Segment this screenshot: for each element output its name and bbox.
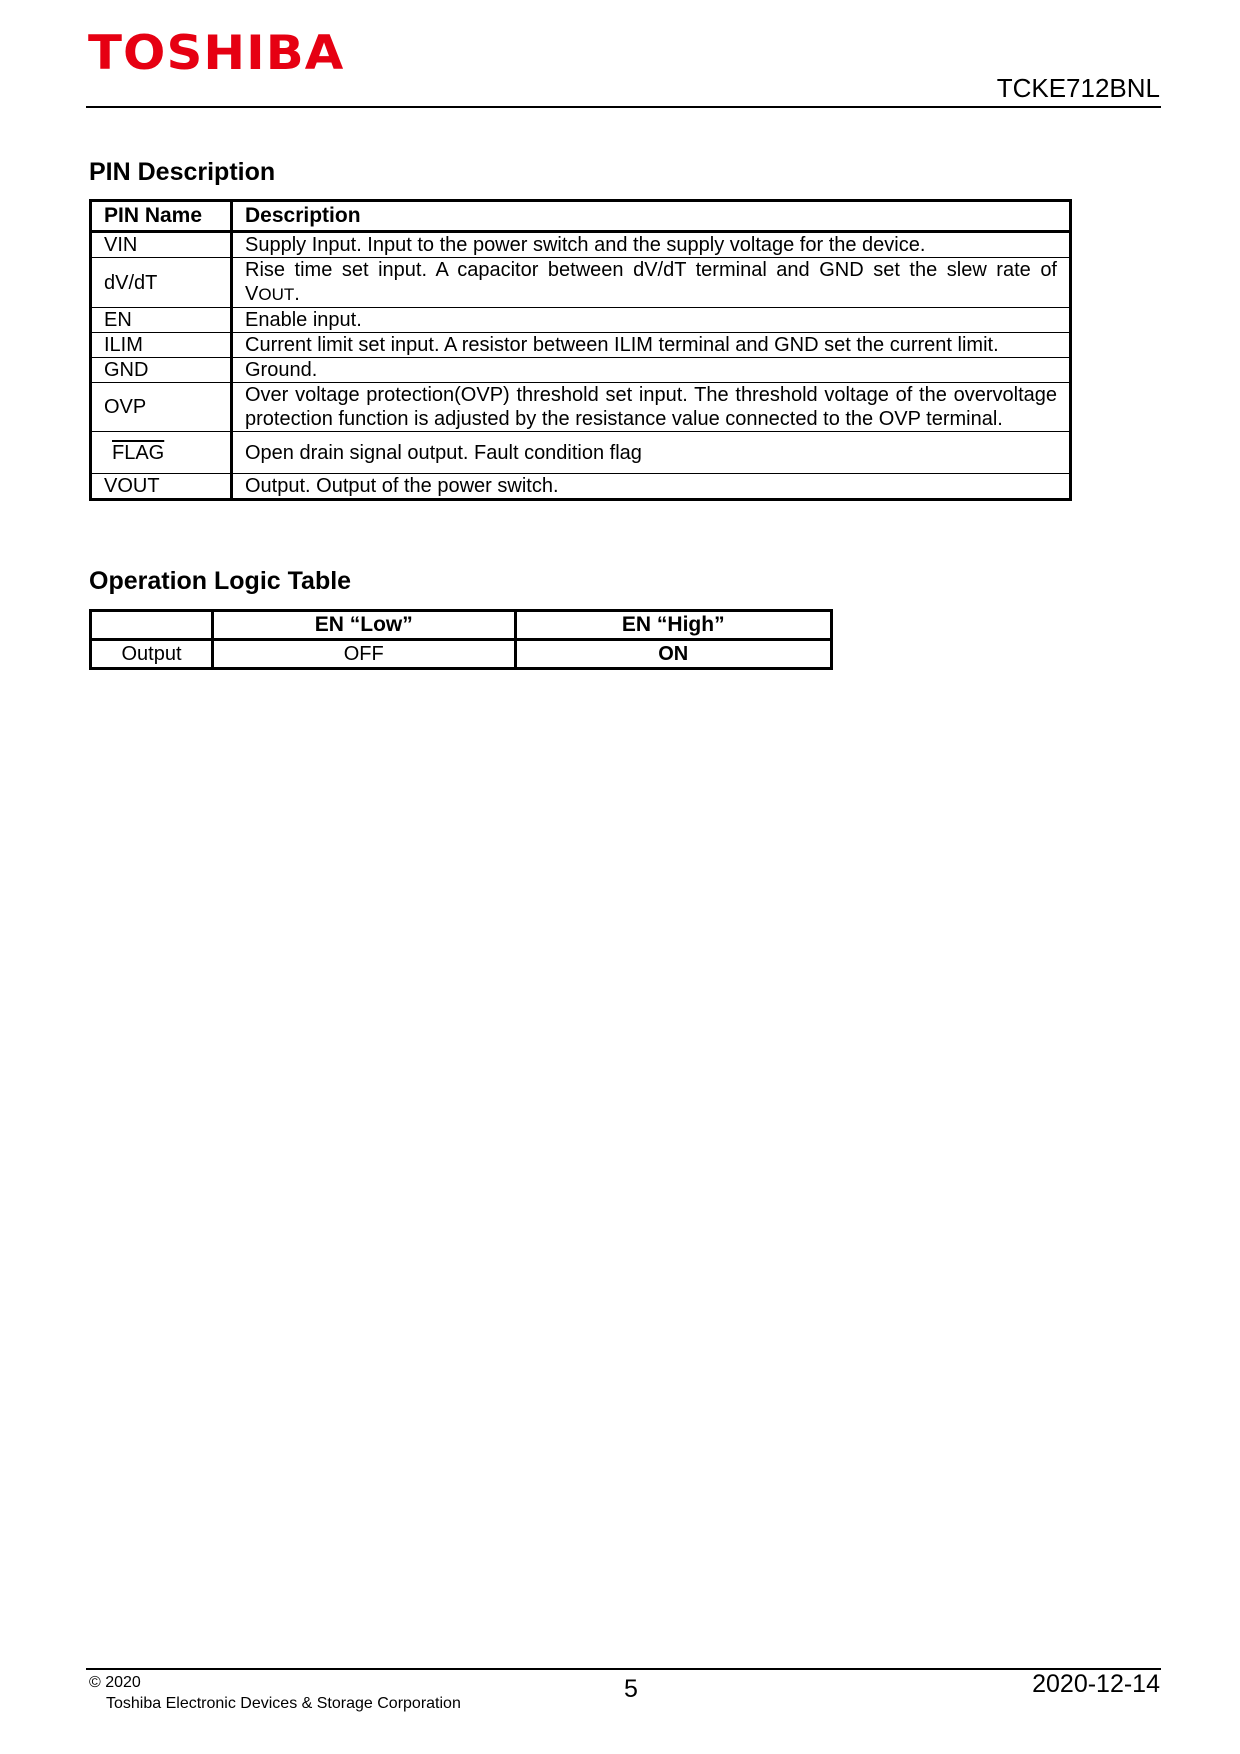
operation-logic-table [89,609,833,670]
footer-divider [86,1668,1161,1670]
pin-name [91,432,232,474]
flag-pin-overbar: FLAG [112,441,165,464]
pin-description [232,258,1071,308]
pin-description: Ground. [232,358,1071,383]
column-header-blank [91,611,213,640]
table-row [91,258,1071,308]
pin-name: GND [91,358,232,383]
table-header-row [91,611,832,640]
part-number: TCKE712BNL [996,73,1160,103]
column-header-en-low: EN “Low” [213,611,516,640]
toshiba-logo: TOSHIBA [88,26,345,81]
pin-description-title: PIN Description [89,158,276,186]
table-row [91,640,832,669]
operation-logic-title: Operation Logic Table [89,567,352,595]
column-header-description: Description [232,201,1071,232]
pin-description: Enable input. [232,308,1071,333]
pin-name: VOUT [91,474,232,500]
table-row [91,358,1071,383]
pin-description: Output. Output of the power switch. [232,474,1071,500]
pin-name: ILIM [91,333,232,358]
pin-name: dV/dT [91,258,232,308]
pin-description: Current limit set input. A resistor between ILIM terminal and GND set the current limit. [232,333,1071,358]
vout-symbol: VOUT. [245,283,300,305]
pin-name: EN [91,308,232,333]
company-name: Toshiba Electronic Devices & Storage Corporation [106,1695,461,1712]
description-text: Rise time set input. A capacitor between dV/dT terminal and GND set the slew rate of [245,259,1057,281]
table-row [91,333,1071,358]
publication-date: 2020-12-14 [1032,1670,1160,1698]
header-divider [86,106,1161,108]
output-en-low-value: OFF [213,640,516,669]
table-row [91,383,1071,432]
table-row [91,474,1071,500]
pin-description: Supply Input. Input to the power switch and the supply voltage for the device. [232,232,1071,258]
column-header-pin-name: PIN Name [91,201,232,232]
pin-description-table [89,199,1072,501]
table-row [91,232,1071,258]
table-header-row [91,201,1071,232]
output-en-high-value: ON [515,640,832,669]
column-header-en-high: EN “High” [515,611,832,640]
pin-name: VIN [91,232,232,258]
page-number: 5 [624,1675,638,1703]
table-row [91,432,1071,474]
pin-description: Open drain signal output. Fault condition flag [232,432,1071,474]
pin-name: OVP [91,383,232,432]
copyright: © 2020 [89,1674,141,1691]
row-label-output: Output [91,640,213,669]
table-row [91,308,1071,333]
pin-description: Over voltage protection(OVP) threshold set input. The threshold voltage of the overvoltage protection function is adjusted by the resistance value connected to the OVP terminal. [232,383,1071,432]
